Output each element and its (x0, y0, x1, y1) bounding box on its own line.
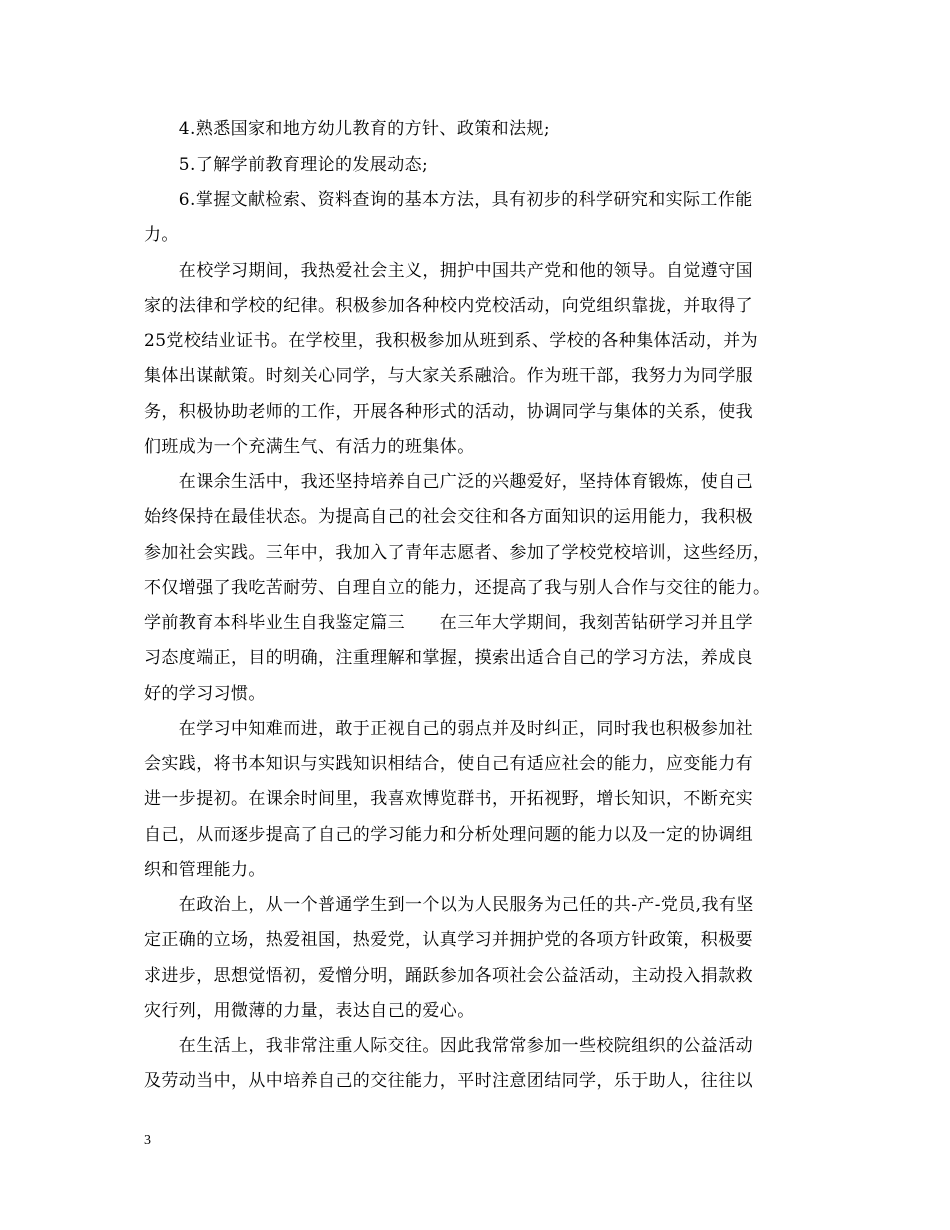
text-line: 习态度端正，目的明确，注重理解和掌握，摸索出适合自己的学习方法，养成良 (144, 648, 753, 668)
text-line: 在生活上，我非常注重人际交往。因此我常常参加一些校院组织的公益活动 (144, 1036, 753, 1056)
text-line: 不仅增强了我吃苦耐劳、自理自立的能力，还提高了我与别人合作与交往的能力。 (144, 578, 771, 598)
text-line: 们班成为一个充满生气、有活力的班集体。 (144, 437, 475, 457)
text-line: 力。 (144, 225, 179, 245)
text-line: 家的法律和学校的纪律。积极参加各种校内党校活动，向党组织靠拢，并取得了 (144, 296, 753, 316)
text-line: 5.了解学前教育理论的发展动态; (144, 155, 429, 175)
text-line: 织和管理能力。 (144, 860, 266, 880)
text-line: 在校学习期间，我热爱社会主义，拥护中国共产党和他的领导。自觉遵守国 (144, 261, 753, 281)
text-line: 定正确的立场，热爱祖国，热爱党，认真学习并拥护党的各项方针政策，积极要 (144, 930, 753, 950)
text-line: 参加社会实践。三年中，我加入了青年志愿者、参加了学校党校培训，这些经历， (144, 543, 771, 563)
text-line: 在课余生活中，我还坚持培养自己广泛的兴趣爱好，坚持体育锻炼，使自己 (144, 472, 753, 492)
page-number: 3 (144, 1133, 151, 1148)
text-line: 25党校结业证书。在学校里，我积极参加从班到系、学校的各种集体活动，并为 (144, 331, 759, 351)
text-line: 会实践，将书本知识与实践知识相结合，使自己有适应社会的能力，应变能力有 (144, 754, 753, 774)
text-line: 进一步提初。在课余时间里，我喜欢博览群书，开拓视野，增长知识，不断充实 (144, 789, 753, 809)
text-line: 灾行列，用微薄的力量，表达自己的爱心。 (144, 1001, 475, 1021)
text-line: 始终保持在最佳状态。为提高自己的社会交往和各方面知识的运用能力，我积极 (144, 507, 753, 527)
text-line: 好的学习习惯。 (144, 684, 266, 704)
text-line: 务，积极协助老师的工作，开展各种形式的活动，协调同学与集体的关系，使我 (144, 402, 753, 422)
text-line: 及劳动当中，从中培养自己的交往能力，平时注意团结同学，乐于助人，往往以 (144, 1071, 753, 1091)
text-line: 求进步，思想觉悟初，爱憎分明，踊跃参加各项社会公益活动，主动投入捐款救 (144, 966, 753, 986)
text-line: 在政治上，从一个普通学生到一个以为人民服务为己任的共-产-党员,我有坚 (144, 895, 754, 915)
text-line: 在学习中知难而进，敢于正视自己的弱点并及时纠正，同时我也积极参加社 (144, 719, 753, 739)
text-line: 集体出谋献策。时刻关心同学，与大家关系融洽。作为班干部，我努力为同学服 (144, 366, 753, 386)
text-line: 自己，从而逐步提高了自己的学习能力和分析处理问题的能力以及一定的协调组 (144, 825, 753, 845)
text-line: 6.掌握文献检索、资料查询的基本方法，具有初步的科学研究和实际工作能 (144, 190, 753, 210)
section-heading-line: 学前教育本科毕业生自我鉴定篇三 在三年大学期间，我刻苦钻研学习并且学 (144, 613, 753, 633)
text-line: 4.熟悉国家和地方幼儿教育的方针、政策和法规; (144, 119, 550, 139)
